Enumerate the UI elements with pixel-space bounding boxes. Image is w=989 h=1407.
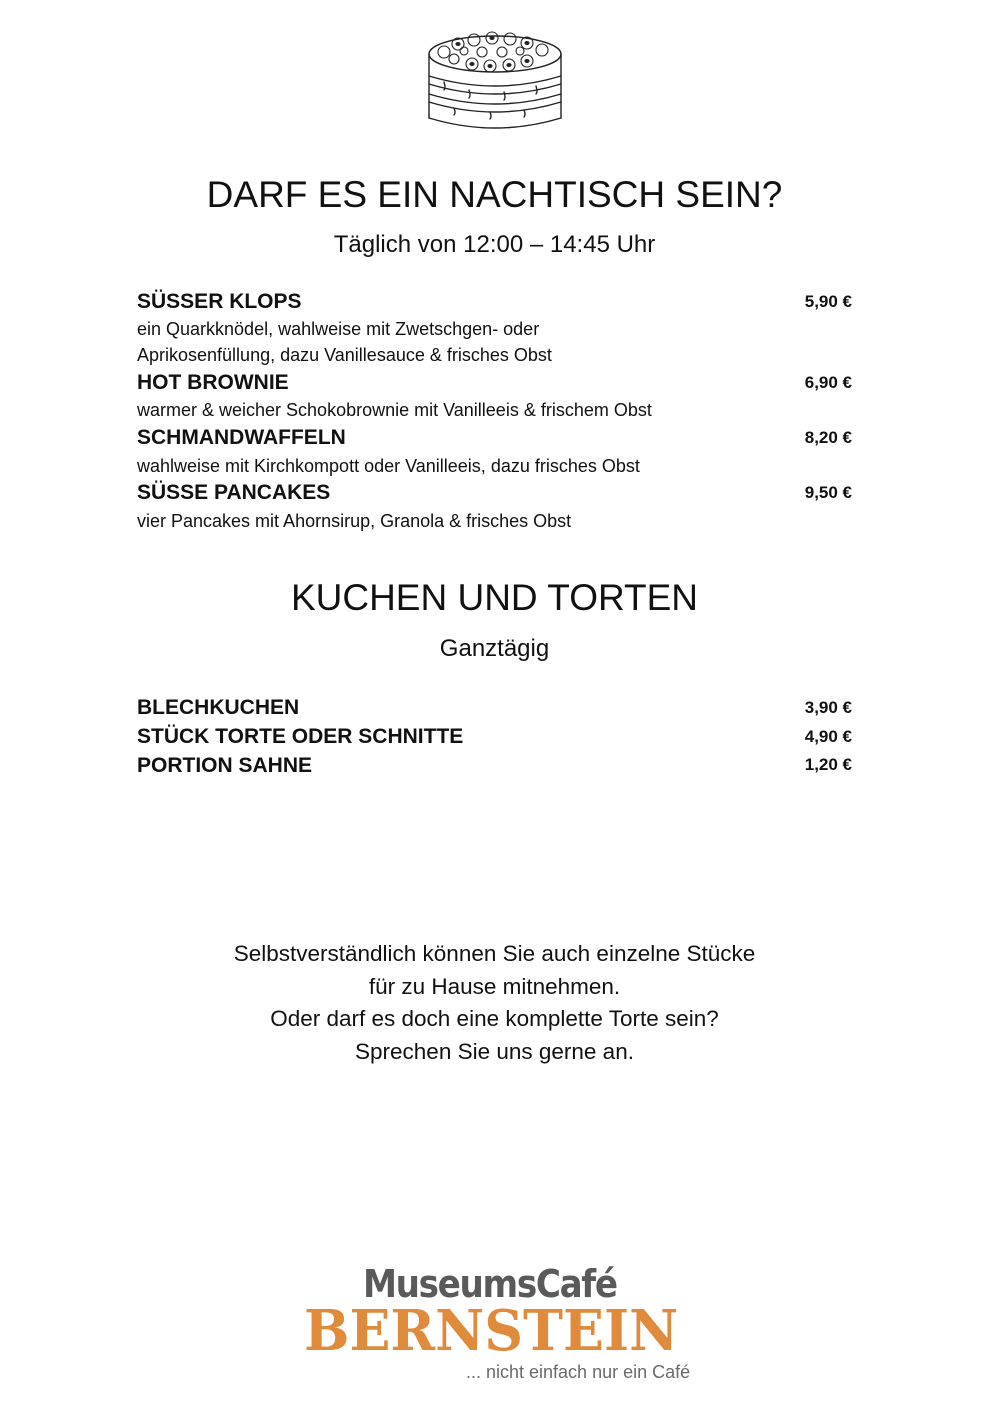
menu-item-description-line: Aprikosenfüllung, dazu Vanillesauce & frisches Obst — [137, 345, 552, 365]
menu-item-price: 9,50 € — [804, 483, 852, 502]
menu-item-name: SÜSSE PANCAKES — [137, 481, 331, 504]
logo-museumscafe: MuseumsCafé — [363, 1262, 617, 1306]
menu-item-price: 4,90 € — [804, 727, 852, 746]
menu-item-name: PORTION SAHNE — [137, 754, 313, 777]
menu-item-name: STÜCK TORTE ODER SCHNITTE — [137, 725, 464, 748]
section-subtitle-dessert: Täglich von 12:00 – 14:45 Uhr — [333, 231, 656, 258]
menu-item-price: 6,90 € — [804, 373, 852, 392]
menu-item-description: vier Pancakes mit Ahornsirup, Granola & frisches Obst — [137, 511, 572, 531]
takeaway-note — [0, 938, 989, 1068]
section-title-cakes: KUCHEN UND TORTEN — [290, 577, 699, 618]
note-line: Oder darf es doch eine komplette Torte sein? — [270, 1006, 719, 1031]
menu-item-name: SCHMANDWAFFELN — [137, 426, 346, 449]
menu-item-description: warmer & weicher Schokobrownie mit Vanilleeis & frischem Obst — [137, 400, 652, 420]
menu-item-name: HOT BROWNIE — [137, 371, 289, 394]
note-line: Selbstverständlich können Sie auch einzelne Stücke — [233, 941, 756, 966]
menu-item-description — [137, 316, 552, 368]
menu-item-description-line: ein Quarkknödel, wahlweise mit Zwetschgen- oder — [137, 319, 540, 339]
cake-illustration-icon — [424, 24, 566, 134]
menu-item-description: wahlweise mit Kirchkompott oder Vanilleeis, dazu frisches Obst — [137, 456, 640, 476]
section-title-dessert: DARF ES EIN NACHTISCH SEIN? — [206, 174, 783, 215]
menu-item-name: BLECHKUCHEN — [137, 696, 300, 719]
menu-item-price: 1,20 € — [804, 755, 852, 774]
note-line: Sprechen Sie uns gerne an. — [355, 1038, 634, 1064]
cafe-logo — [300, 1262, 700, 1392]
menu-item-price: 3,90 € — [804, 698, 852, 717]
section-subtitle-cakes: Ganztägig — [439, 635, 550, 662]
menu-item-name: SÜSSER KLOPS — [137, 290, 302, 313]
menu-item-price: 5,90 € — [804, 292, 852, 311]
logo-tagline: ... nicht einfach nur ein Café — [466, 1362, 691, 1382]
logo-bernstein: BERNSTEIN — [304, 1298, 679, 1364]
menu-item-price: 8,20 € — [804, 428, 852, 447]
note-line: für zu Hause mitnehmen. — [368, 973, 621, 999]
